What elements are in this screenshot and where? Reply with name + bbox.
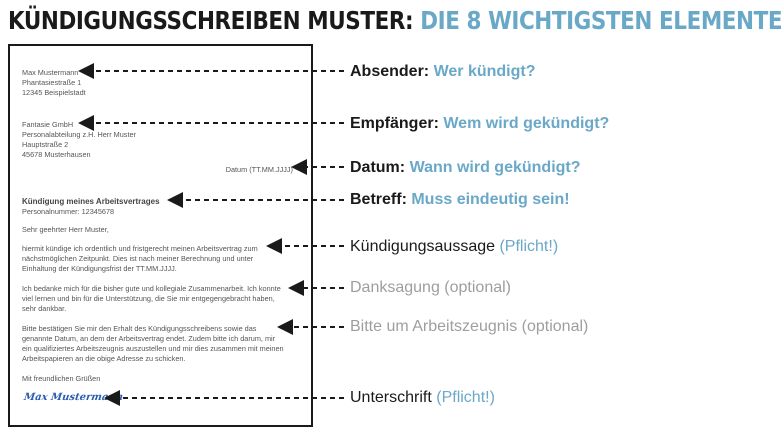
thanks-line: viel lernen und bin für die Unterstützung, die Sie mir entgegengebracht haben, xyxy=(22,294,275,303)
label-value: Wem wird gekündigt? xyxy=(443,115,610,132)
signature: Max Mustermann xyxy=(23,392,124,403)
reference-request-line: Arbeitspapieren an die obige Adresse zu schicken. xyxy=(22,354,186,363)
letter-date: Datum (TT.MM.JJJJ) xyxy=(225,165,293,174)
reference-request-line: ein qualifiziertes Arbeitszeugnis auszustellen und mir dies zusammen mit meinen xyxy=(22,344,284,353)
label-key: Datum: xyxy=(350,159,406,176)
recipient-city: 45678 Musterhausen xyxy=(22,150,91,159)
label-key: Kündigungsaussage xyxy=(350,238,496,255)
reference-request-line: Bitte bestätigen Sie mir den Erhalt des Kündigungsschreibens sowie das xyxy=(22,324,257,333)
recipient-street: Hauptstraße 2 xyxy=(22,140,69,149)
label-signature xyxy=(350,388,495,408)
label-value: Wann wird gekündigt? xyxy=(409,159,581,176)
personnel-number: Personalnummer: 12345678 xyxy=(22,207,115,216)
label-subject xyxy=(350,190,570,210)
label-key: Unterschrift xyxy=(350,389,432,406)
thanks-line: sehr dankbar. xyxy=(22,304,67,313)
recipient-company: Fantasie GmbH xyxy=(22,120,74,129)
termination-line: Einhaltung der Kündigungsfrist der TT.MM.JJJJ. xyxy=(22,264,177,273)
title-main: KÜNDIGUNGSSCHREIBEN MUSTER: xyxy=(8,6,414,35)
sender-street: Phantasiestraße 1 xyxy=(22,78,82,87)
label-key: Danksagung xyxy=(350,279,440,296)
sender-name: Max Mustermann xyxy=(22,68,79,77)
title-accent: DIE 8 WICHTIGSTEN ELEMENTE xyxy=(420,6,782,35)
sender-city: 12345 Beispielstadt xyxy=(22,88,86,97)
label-key: Absender: xyxy=(350,63,430,80)
label-value: (optional) xyxy=(521,318,589,335)
label-value: (Pflicht!) xyxy=(436,389,495,406)
salutation: Sehr geehrter Herr Muster, xyxy=(22,225,109,234)
label-value: Muss eindeutig sein! xyxy=(411,191,570,208)
label-recipient xyxy=(350,114,609,134)
label-reference-request xyxy=(350,317,588,337)
termination-line: nächstmöglichen Zeitpunkt. Dies ist nach meiner Berechnung und unter xyxy=(22,254,254,263)
letter-subject: Kündigung meines Arbeitsvertrages xyxy=(22,197,160,206)
label-key: Empfänger: xyxy=(350,115,439,132)
closing: Mit freundlichen Grüßen xyxy=(22,374,101,383)
label-value: Wer kündigt? xyxy=(433,63,536,80)
label-value: (optional) xyxy=(444,279,511,296)
thanks-line: Ich bedanke mich für die bisher gute und kollegiale Zusammenarbeit. Ich konnte xyxy=(22,284,281,293)
reference-request-line: genannte Datum, an dem der Arbeitsvertrag endet. Zudem bitte ich darum, mir xyxy=(22,334,276,343)
label-thanks xyxy=(350,278,511,298)
label-termination xyxy=(350,237,558,257)
label-date xyxy=(350,158,581,178)
label-value: (Pflicht!) xyxy=(499,238,559,255)
label-key: Bitte um Arbeitszeugnis xyxy=(350,318,518,335)
recipient-department: Personalabteilung z.H. Herr Muster xyxy=(22,130,136,139)
label-key: Betreff: xyxy=(350,191,407,208)
label-sender xyxy=(350,62,536,82)
termination-line: hiermit kündige ich ordentlich und fristgerecht meinen Arbeitsvertrag zum xyxy=(22,244,258,253)
